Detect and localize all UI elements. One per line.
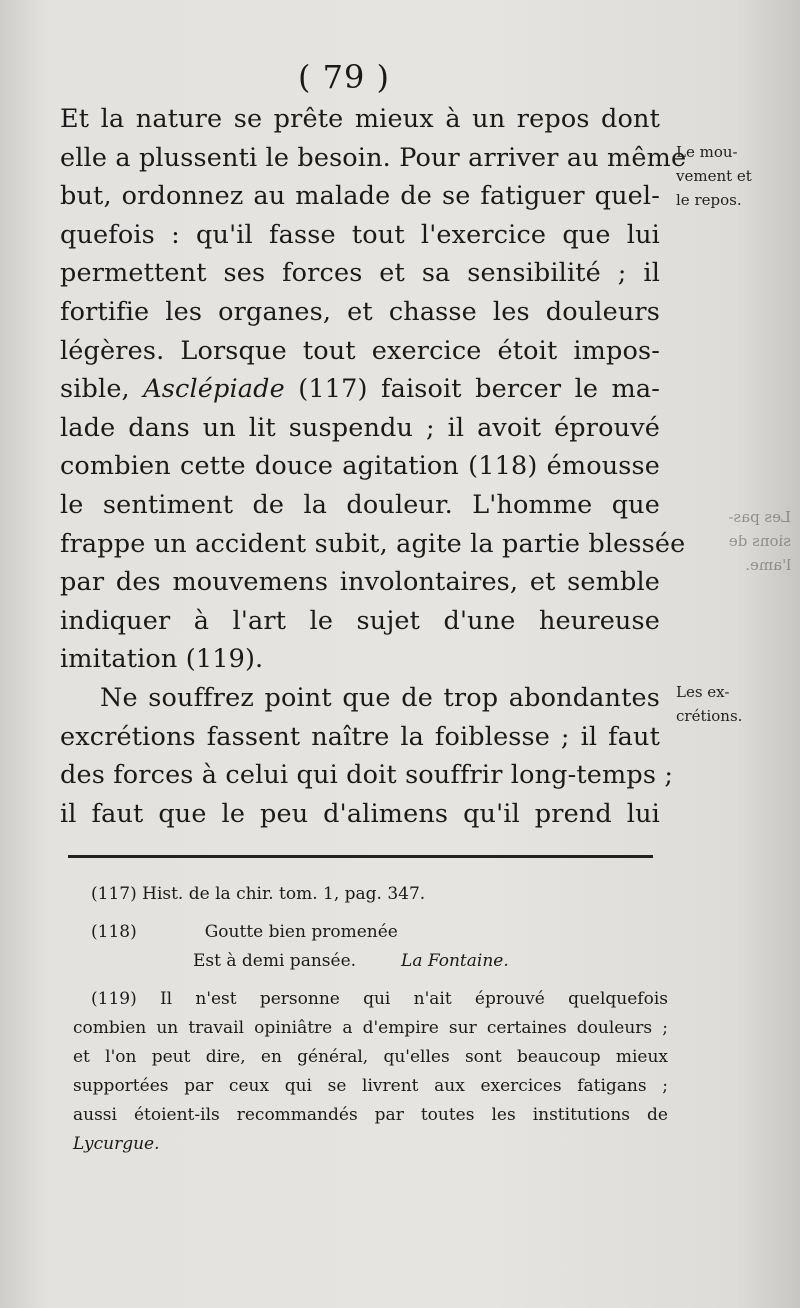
footnote-118 bbox=[73, 918, 668, 976]
body-line: frappe un accident subit, agite la partie blessée bbox=[60, 528, 686, 559]
body-line-paragraph-start: Ne souffrez point que de trop abondantes bbox=[100, 682, 660, 713]
verse-author: La Fontaine. bbox=[401, 951, 509, 971]
footnote-line: aussi étoient-ils recommandés par toutes les institutions de bbox=[73, 1105, 668, 1125]
body-line: permettent ses forces et sa sensibilité ; il bbox=[60, 258, 660, 289]
margin-note-line: l'ame. bbox=[745, 556, 791, 574]
body-line: excrétions fassent naître la foiblesse ; il faut bbox=[60, 721, 660, 752]
margin-note-line: crétions. bbox=[676, 707, 743, 725]
body-line: par des mouvemens involontaires, et semble bbox=[60, 567, 660, 598]
footnote-119 bbox=[73, 985, 668, 1159]
footnote-117 bbox=[91, 880, 668, 909]
footnote-rule bbox=[68, 855, 653, 858]
footnote-line: (119) Il n'est personne qui n'ait éprouvé quelquefois bbox=[91, 989, 668, 1009]
italic-name: Asclépiade bbox=[143, 374, 285, 405]
body-line: combien cette douce agitation (118) émousse bbox=[60, 451, 660, 482]
body-line-asclepiade: sible, Asclépiade (117) faisoit bercer le ma- bbox=[60, 374, 660, 405]
margin-note-line: Les pas- bbox=[728, 508, 791, 526]
footnote-line: et l'on peut dire, en général, qu'elles sont beaucoup mieux bbox=[73, 1047, 668, 1067]
footnote-mark: (118) bbox=[91, 922, 137, 942]
footnote-line: Lycurgue. bbox=[73, 1134, 160, 1154]
footnote-line bbox=[73, 918, 668, 947]
verse-line: Est à demi pansée. bbox=[193, 951, 357, 971]
footnotes bbox=[73, 880, 668, 1159]
footnote-line: supportées par ceux qui se livrent aux exercices fatigans ; bbox=[73, 1076, 668, 1096]
margin-note-passions bbox=[676, 505, 791, 577]
body-line: indiquer à l'art le sujet d'une heureuse bbox=[60, 605, 660, 636]
body-line: but, ordonnez au malade de se fatiguer quel- bbox=[60, 181, 660, 212]
main-paragraph bbox=[60, 100, 687, 833]
body-line: imitation (119). bbox=[60, 644, 264, 675]
margin-note-line: le repos. bbox=[676, 191, 742, 209]
body-line: il faut que le peu d'alimens qu'il prend lui bbox=[60, 798, 660, 829]
margin-note-line: vement et bbox=[676, 167, 752, 185]
body-line: Et la nature se prête mieux à un repos dont bbox=[60, 104, 660, 134]
margin-note-line: Les ex- bbox=[676, 683, 730, 701]
margin-note-line: Le mou- bbox=[676, 143, 738, 161]
body-line: elle a plussenti le besoin. Pour arriver au même bbox=[60, 142, 687, 173]
page-number: ( 79 ) bbox=[298, 58, 391, 96]
body-line: fortifie les organes, et chasse les douleurs bbox=[60, 296, 660, 327]
margin-note-excretions bbox=[676, 680, 791, 728]
verse-line: Goutte bien promenée bbox=[204, 922, 398, 942]
body-line: lade dans un lit suspendu ; il avoit éprouvé bbox=[60, 412, 660, 443]
body-line: le sentiment de la douleur. L'homme que bbox=[60, 489, 660, 520]
footnote-line: combien un travail opiniâtre a d'empire sur certaines douleurs ; bbox=[73, 1018, 668, 1038]
body-line: des forces à celui qui doit souffrir long-temps ; bbox=[60, 760, 674, 791]
margin-note-line: sions de bbox=[728, 532, 791, 550]
footnote-line: (117) Hist. de la chir. tom. 1, pag. 347. bbox=[91, 884, 426, 904]
body-line: légères. Lorsque tout exercice étoit impos- bbox=[60, 335, 660, 366]
footnote-line bbox=[73, 947, 668, 976]
body-line: quefois : qu'il fasse tout l'exercice que lui bbox=[60, 219, 660, 250]
margin-note-mouvement bbox=[676, 140, 791, 212]
